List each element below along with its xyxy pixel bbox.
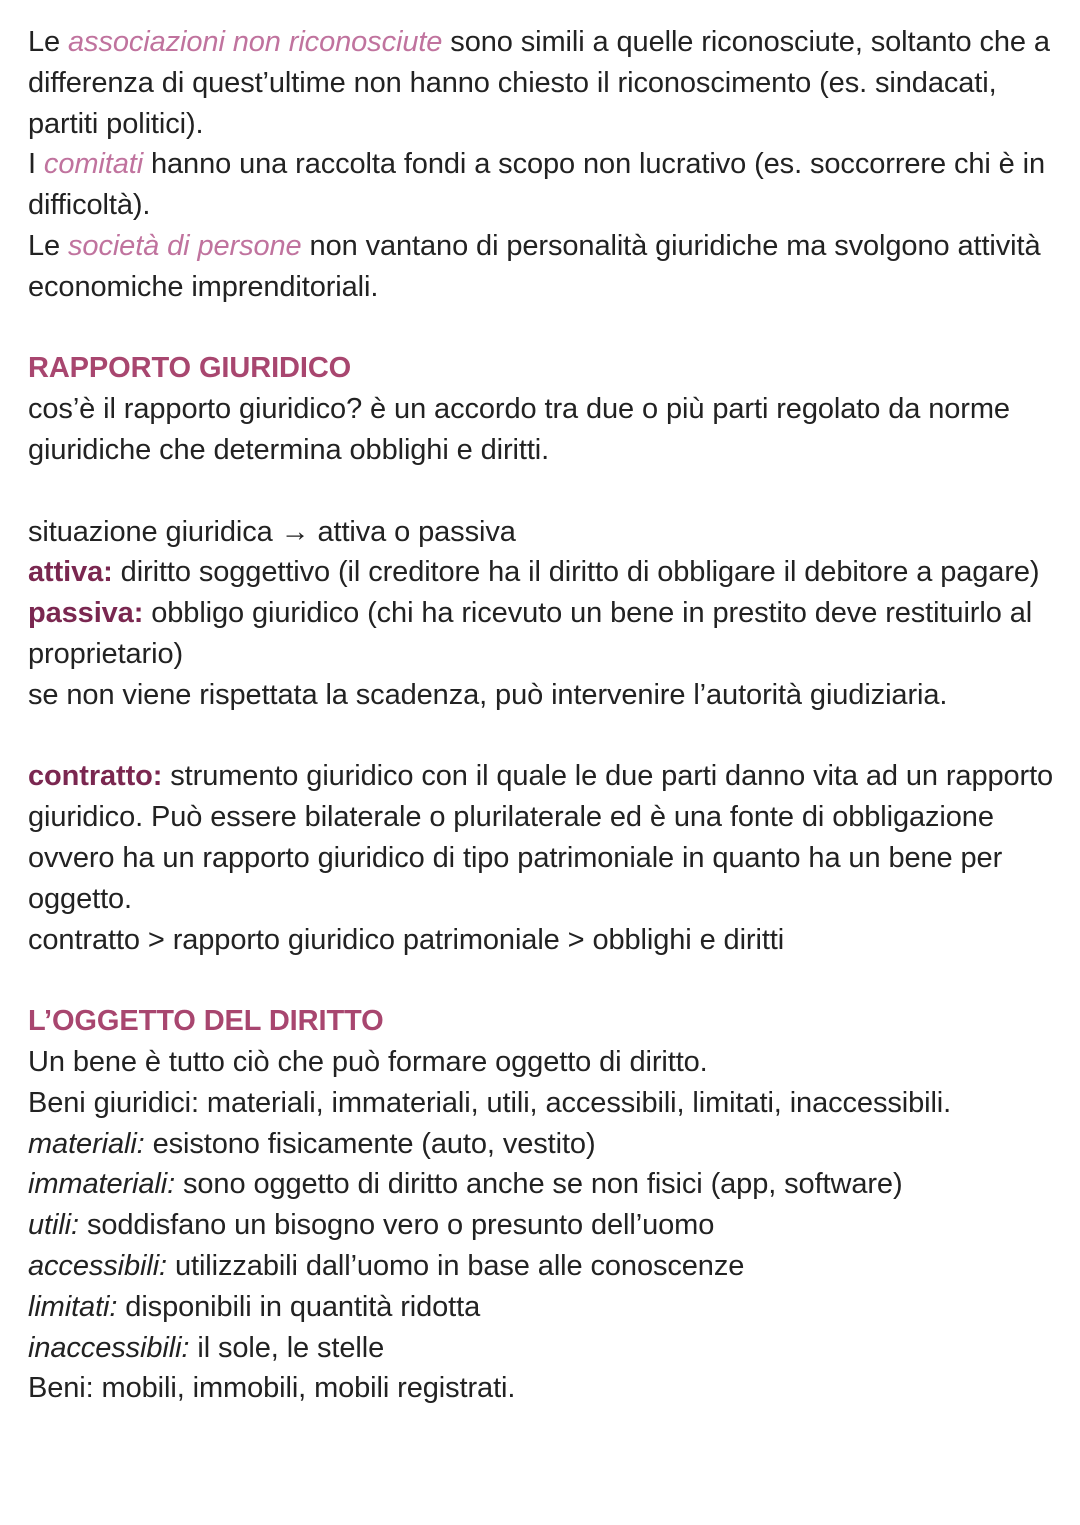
- contratto-paragraph: [28, 756, 1058, 919]
- item-text: utilizzabili dall’uomo in base alle conoscenze: [167, 1249, 745, 1282]
- text-fragment: I: [28, 148, 44, 181]
- list-item-limitati: [28, 1287, 1058, 1328]
- attiva-line: [28, 552, 1058, 593]
- rapporto-definition: cos’è il rapporto giuridico? è un accordo tra due o più parti regolato da norme giuridiche che determina obblighi e diritti.: [28, 393, 1010, 466]
- term-comitati: comitati: [43, 148, 144, 181]
- text-fragment: Le: [28, 229, 69, 262]
- oggetto-line-1: Un bene è tutto ciò che può formare oggetto di diritto.: [28, 1045, 708, 1078]
- item-label: inaccessibili:: [28, 1331, 190, 1364]
- list-item-immateriali: [28, 1164, 1058, 1205]
- list-item-inaccessibili: [28, 1328, 1058, 1369]
- list-item-utili: [28, 1205, 1058, 1246]
- heading-oggetto-del-diritto: L’OGGETTO DEL DIRITTO: [28, 1005, 384, 1038]
- attiva-label: attiva:: [28, 556, 113, 589]
- text-fragment: Le: [28, 26, 69, 58]
- list-item-materiali: [28, 1124, 1058, 1165]
- item-label: accessibili:: [28, 1249, 168, 1282]
- item-label: limitati:: [28, 1290, 118, 1323]
- item-text: disponibili in quantità ridotta: [117, 1290, 481, 1323]
- item-text: esistono fisicamente (auto, vestito): [144, 1127, 596, 1160]
- contratto-text: strumento giuridico con il quale le due parti danno vita ad un rapporto giuridico. Può essere bilaterale o plurilaterale ed è una fonte di obbligazione ovvero ha un rapporto giuridico di tipo patrimoniale in quanto ha un bene per oggetto.: [28, 760, 1054, 915]
- item-label: materiali:: [28, 1127, 145, 1160]
- text-fragment: hanno una raccolta fondi a scopo non lucrativo (es. soccorrere chi è in difficoltà).: [28, 148, 1046, 222]
- item-label: immateriali:: [28, 1168, 176, 1201]
- beni-final-line: Beni: mobili, immobili, mobili registrati.: [28, 1372, 516, 1405]
- term-societa-di-persone: società di persone: [68, 229, 302, 262]
- spacer: [28, 960, 1058, 1001]
- item-text: soddisfano un bisogno vero o presunto dell’uomo: [78, 1209, 715, 1242]
- item-text: sono oggetto di diritto anche se non fisici (app, software): [175, 1168, 903, 1201]
- term-associazioni-non-riconosciute: associazioni non riconosciute: [68, 26, 443, 58]
- heading-rapporto-giuridico: RAPPORTO GIURIDICO: [28, 352, 352, 385]
- document-body: [28, 22, 1058, 1409]
- oggetto-line-2: Beni giuridici: materiali, immateriali, utili, accessibili, limitati, inaccessibili.: [28, 1086, 952, 1119]
- paragraph-associazioni: [28, 22, 1058, 144]
- list-item-accessibili: [28, 1246, 1058, 1287]
- passiva-text: obbligo giuridico (chi ha ricevuto un bene in prestito deve restituirlo al proprietario): [28, 597, 1033, 670]
- contratto-chain: contratto > rapporto giuridico patrimoniale > obblighi e diritti: [28, 923, 785, 956]
- spacer: [28, 716, 1058, 757]
- text-fragment: sono simili a quelle riconosciute, soltanto che a differenza di quest’ultime non hanno chiesto il riconoscimento (es. sindacati, partiti politici).: [28, 26, 1050, 140]
- contratto-label: contratto:: [28, 760, 163, 793]
- passiva-line: [28, 593, 1058, 675]
- paragraph-comitati: [28, 144, 1058, 226]
- passiva-label: passiva:: [28, 597, 144, 630]
- situazione-giuridica: situazione giuridica → attiva o passiva: [28, 515, 516, 548]
- spacer: [28, 308, 1058, 349]
- text-fragment: non vantano di personalità giuridiche ma svolgono attività economiche imprenditoriali.: [28, 229, 1041, 303]
- item-text: il sole, le stelle: [189, 1331, 385, 1364]
- paragraph-societa-di-persone: [28, 226, 1058, 308]
- scadenza-line: se non viene rispettata la scadenza, può intervenire l’autorità giudiziaria.: [28, 678, 948, 711]
- spacer: [28, 471, 1058, 512]
- attiva-text: diritto soggettivo (il creditore ha il diritto di obbligare il debitore a pagare): [112, 556, 1040, 589]
- item-label: utili:: [28, 1209, 79, 1242]
